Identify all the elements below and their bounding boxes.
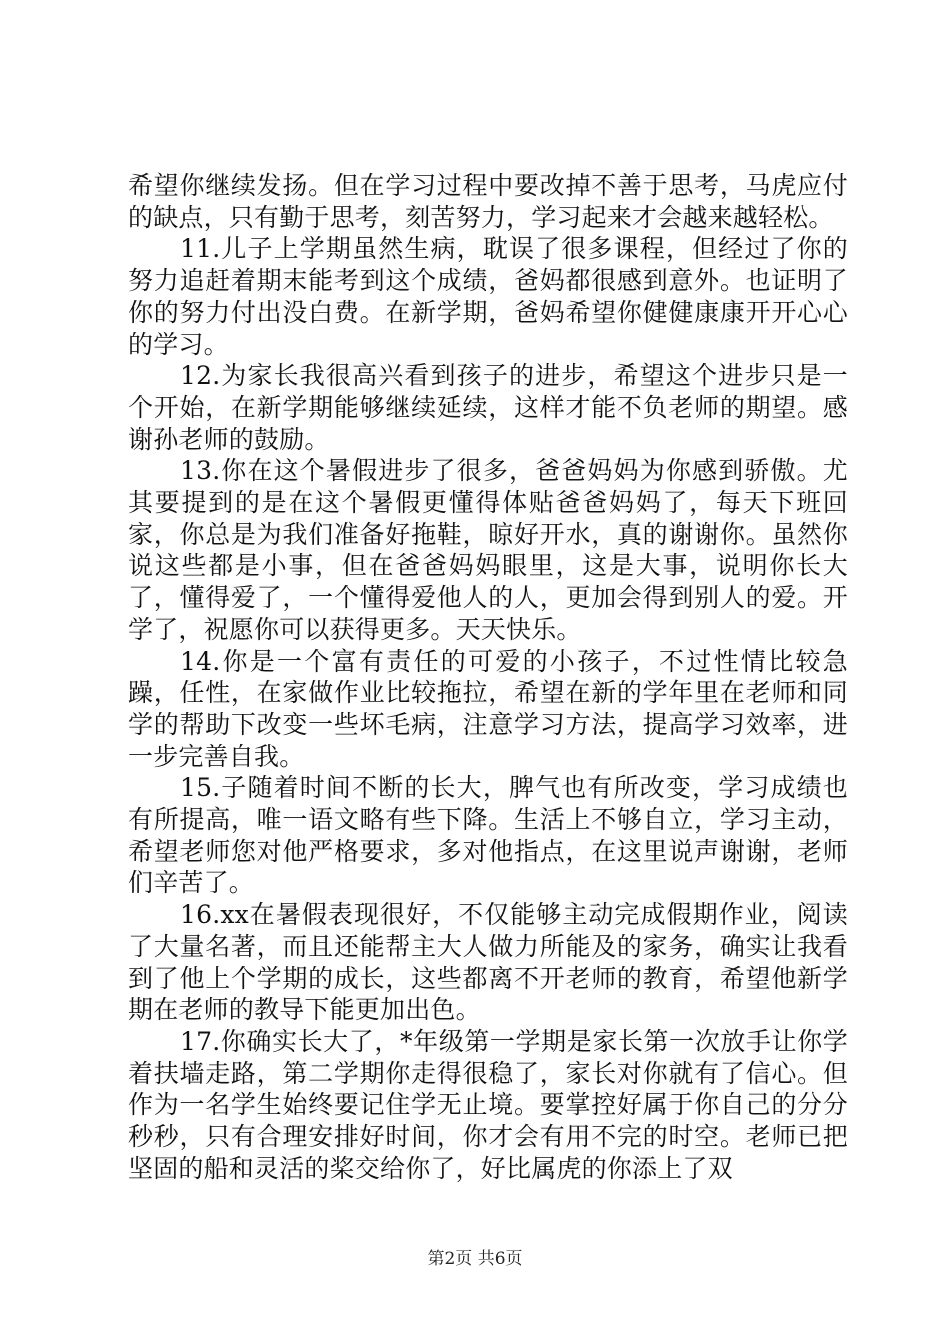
page-footer: 第2页 共6页 [427, 1249, 523, 1269]
paragraph-item-16: 16.xx在暑假表现很好，不仅能够主动完成假期作业，阅读了大量名著，而且还能帮主大人做力所能及的家务，确实让我看到了他上个学期的成长，这些都离不开老师的教育，希望他新学期在老师的教导下能更加出色。 [128, 900, 848, 1025]
paragraph-continuation: 希望你继续发扬。但在学习过程中要改掉不善于思考，马虎应付的缺点，只有勤于思考，刻苦努力，学习起来才会越来越轻松。 [128, 171, 848, 232]
paragraph-item-11: 11.儿子上学期虽然生病，耽误了很多课程，但经过了你的努力追赶着期末能考到这个成绩，爸妈都很感到意外。也证明了你的努力付出没白费。在新学期，爸妈希望你健健康康开开心心的学习。 [128, 234, 848, 359]
paragraph-item-12: 12.为家长我很高兴看到孩子的进步，希望这个进步只是一个开始，在新学期能够继续延续，这样才能不负老师的期望。感谢孙老师的鼓励。 [128, 361, 848, 454]
document-body [128, 170, 848, 1185]
paragraph-item-15: 15.子随着时间不断的长大，脾气也有所改变，学习成绩也有所提高，唯一语文略有些下降。生活上不够自立，学习主动，希望老师您对他严格要求，多对他指点，在这里说声谢谢，老师们辛苦了。 [128, 773, 848, 898]
paragraph-item-13: 13.你在这个暑假进步了很多，爸爸妈妈为你感到骄傲。尤其要提到的是在这个暑假更懂得体贴爸爸妈妈了，每天下班回家，你总是为我们准备好拖鞋，晾好开水，真的谢谢你。虽然你说这些都是小事，但在爸爸妈妈眼里，这是大事，说明你长大了，懂得爱了，一个懂得爱他人的人，更加会得到别人的爱。开学了，祝愿你可以获得更多。天天快乐。 [128, 456, 848, 644]
paragraph-item-14: 14.你是一个富有责任的可爱的小孩子，不过性情比较急躁，任性，在家做作业比较拖拉，希望在新的学年里在老师和同学的帮助下改变一些坏毛病，注意学习方法，提高学习效率，进一步完善自我。 [128, 646, 848, 771]
paragraph-item-17: 17.你确实长大了，*年级第一学期是家长第一次放手让你学着扶墙走路，第二学期你走得很稳了，家长对你就有了信心。但作为一名学生始终要记住学无止境。要掌控好属于你自己的分分秒秒，只有合理安排好时间，你才会有用不完的时空。老师已把坚固的船和灵活的桨交给你了，好比属虎的你添上了双 [128, 1026, 848, 1183]
